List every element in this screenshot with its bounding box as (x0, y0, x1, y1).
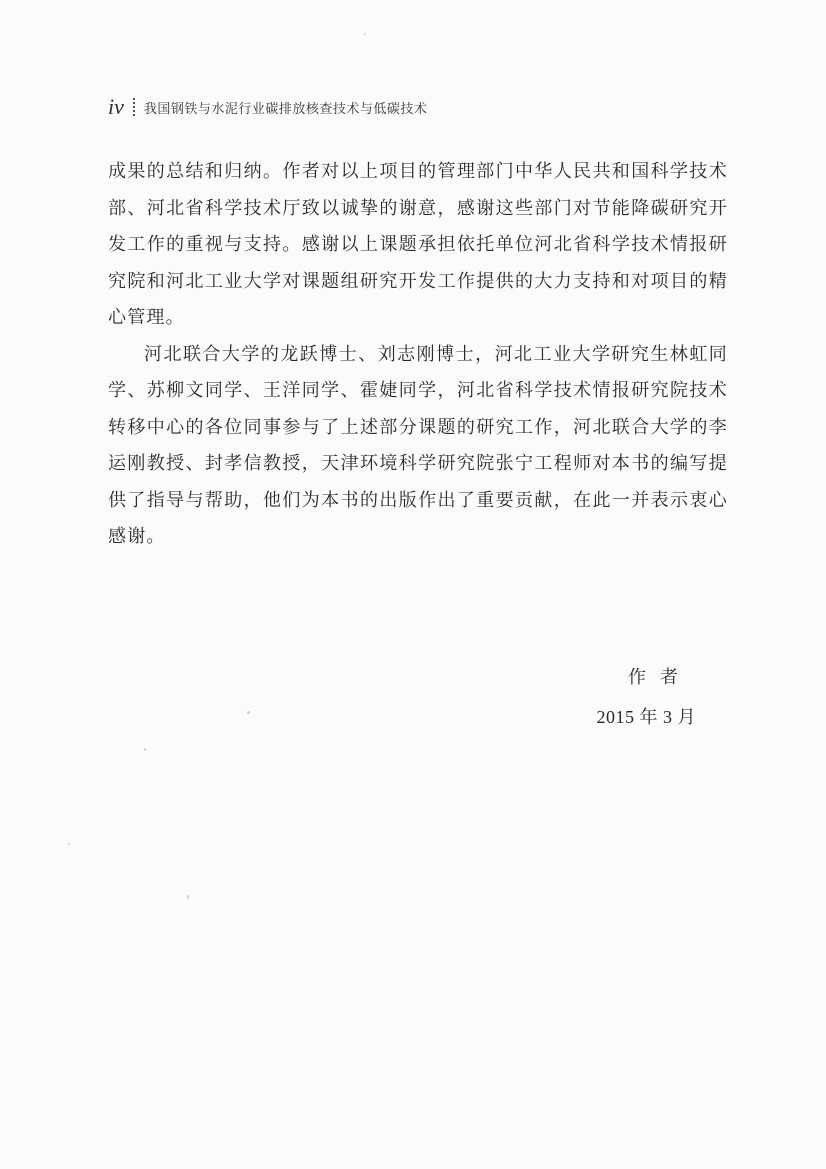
signature-block (597, 664, 697, 731)
paper-speck (68, 843, 70, 845)
paper-speck (364, 33, 366, 35)
paper-speck (247, 711, 250, 714)
paragraph-continued: 成果的总结和归纳。作者对以上项目的管理部门中华人民共和国科学技术部、河北省科学技术厅致以诚挚的谢意，感谢这些部门对节能降碳研究开发工作的重视与支持。感谢以上课题承担依托单位河北省科学技术情报研究院和河北工业大学对课题组研究开发工作提供的大力支持和对项目的精心管理。 (108, 161, 728, 328)
paper-speck (144, 748, 146, 751)
header-separator (133, 98, 135, 116)
author-signature: 作者 (628, 667, 692, 688)
running-header (108, 96, 427, 118)
paragraph-acknowledgements: 河北联合大学的龙跃博士、刘志刚博士，河北工业大学研究生林虹同学、苏柳文同学、王洋同学、霍婕同学，河北省科学技术情报研究院技术转移中心的各位同事参与了上述部分课题的研究工作，河北联合大学的李运刚教授、封孝信教授，天津环境科学研究院张宁工程师对本书的编写提供了指导与帮助，他们为本书的出版作出了重要贡献，在此一并表示衷心感谢。 (108, 343, 728, 547)
paper-speck (187, 895, 189, 899)
book-title: 我国钢铁与水泥行业碳排放核查技术与低碳技术 (143, 101, 428, 117)
body-text (108, 154, 728, 556)
page-number: iv (108, 94, 124, 119)
signature-date: 2015 年 3 月 (596, 707, 696, 727)
